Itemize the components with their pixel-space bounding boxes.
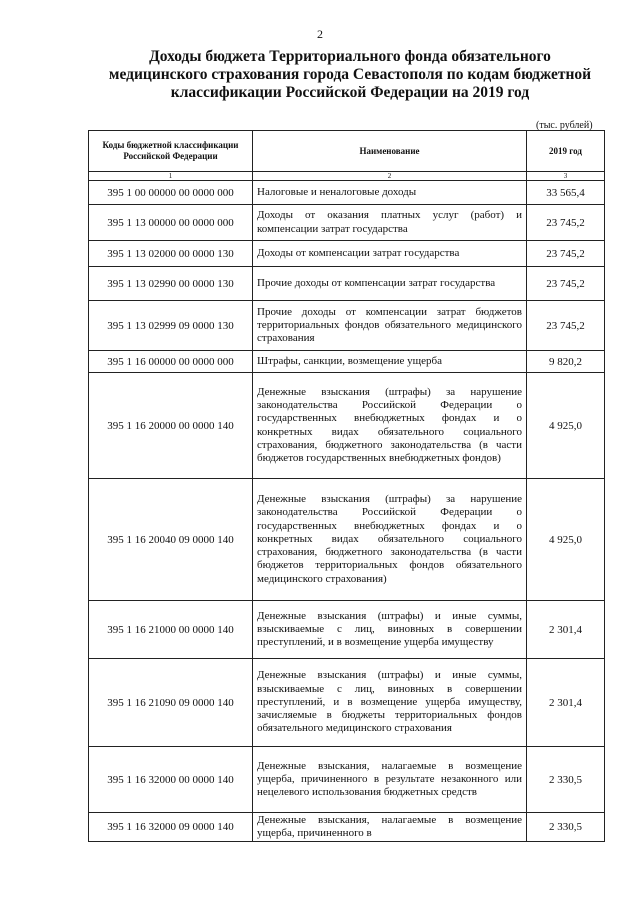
row-value: 23 745,2 bbox=[527, 301, 605, 351]
column-number: 3 bbox=[527, 172, 605, 181]
row-code: 395 1 13 02000 00 0000 130 bbox=[89, 241, 253, 267]
table-body bbox=[89, 181, 605, 842]
header-year: 2019 год bbox=[527, 131, 605, 172]
table-row bbox=[89, 747, 605, 813]
unit-label: (тыс. рублей) bbox=[536, 120, 593, 131]
row-name: Штрафы, санкции, возмещение ущерба bbox=[253, 351, 527, 373]
row-name: Денежные взыскания (штрафы) за нарушение законодательства Российской Федерации о государственных внебюджетных фондах и о конкретных видах обязательного социального страхования, бюджетного законодательства (в части бюджетов государственных внебюджетных фондов) bbox=[253, 373, 527, 479]
row-code: 395 1 16 20000 00 0000 140 bbox=[89, 373, 253, 479]
row-value: 33 565,4 bbox=[527, 181, 605, 205]
row-value: 23 745,2 bbox=[527, 205, 605, 241]
row-code: 395 1 16 00000 00 0000 000 bbox=[89, 351, 253, 373]
row-code: 395 1 13 02999 09 0000 130 bbox=[89, 301, 253, 351]
row-code: 395 1 16 20040 09 0000 140 bbox=[89, 479, 253, 601]
row-value: 4 925,0 bbox=[527, 479, 605, 601]
row-name: Налоговые и неналоговые доходы bbox=[253, 181, 527, 205]
document-title: Доходы бюджета Территориального фонда обязательного медицинского страхования города Севастополя по кодам бюджетной классификации Российской Федерации на 2019 год bbox=[108, 48, 592, 101]
table-row bbox=[89, 813, 605, 842]
table-row bbox=[89, 241, 605, 267]
table-row bbox=[89, 373, 605, 479]
table-row bbox=[89, 601, 605, 659]
row-value: 2 301,4 bbox=[527, 601, 605, 659]
row-name: Прочие доходы от компенсации затрат бюджетов территориальных фондов обязательного медицинского страхования bbox=[253, 301, 527, 351]
header-code: Коды бюджетной классификации Российской Федерации bbox=[89, 131, 253, 172]
row-value: 4 925,0 bbox=[527, 373, 605, 479]
row-code: 395 1 16 21090 09 0000 140 bbox=[89, 659, 253, 747]
row-name: Денежные взыскания, налагаемые в возмещение ущерба, причиненного в результате незаконного или нецелевого использования бюджетных средств bbox=[253, 747, 527, 813]
row-name: Денежные взыскания (штрафы) и иные суммы, взыскиваемые с лиц, виновных в совершении преступлений, и в возмещение ущерба имуществу, зачисляемые в бюджеты территориальных фондов обязательного медицинского страхования bbox=[253, 659, 527, 747]
row-value: 2 301,4 bbox=[527, 659, 605, 747]
budget-table bbox=[88, 130, 605, 842]
row-name: Денежные взыскания (штрафы) и иные суммы, взыскиваемые с лиц, виновных в совершении преступлений, и в возмещение ущерба имуществу bbox=[253, 601, 527, 659]
row-value: 9 820,2 bbox=[527, 351, 605, 373]
row-name: Доходы от компенсации затрат государства bbox=[253, 241, 527, 267]
row-code: 395 1 13 02990 00 0000 130 bbox=[89, 267, 253, 301]
table-header-row bbox=[89, 131, 605, 172]
table-row bbox=[89, 659, 605, 747]
column-number: 1 bbox=[89, 172, 253, 181]
table-row bbox=[89, 479, 605, 601]
header-name: Наименование bbox=[253, 131, 527, 172]
row-value: 2 330,5 bbox=[527, 813, 605, 842]
row-value: 2 330,5 bbox=[527, 747, 605, 813]
row-code: 395 1 16 32000 00 0000 140 bbox=[89, 747, 253, 813]
row-code: 395 1 16 32000 09 0000 140 bbox=[89, 813, 253, 842]
table-row bbox=[89, 301, 605, 351]
table-row bbox=[89, 205, 605, 241]
row-code: 395 1 00 00000 00 0000 000 bbox=[89, 181, 253, 205]
column-number: 2 bbox=[253, 172, 527, 181]
page-number: 2 bbox=[317, 27, 323, 41]
row-name: Прочие доходы от компенсации затрат государства bbox=[253, 267, 527, 301]
table-row bbox=[89, 181, 605, 205]
table-row bbox=[89, 351, 605, 373]
column-number-row bbox=[89, 172, 605, 181]
row-value: 23 745,2 bbox=[527, 267, 605, 301]
row-name: Денежные взыскания, налагаемые в возмещение ущерба, причиненного в bbox=[253, 813, 527, 842]
row-name: Денежные взыскания (штрафы) за нарушение законодательства Российской Федерации о государственных внебюджетных фондах и о конкретных видах обязательного социального страхования, бюджетного законодательства (в части бюджетов территориальных фондов обязательного медицинского страхования) bbox=[253, 479, 527, 601]
row-code: 395 1 16 21000 00 0000 140 bbox=[89, 601, 253, 659]
table-row bbox=[89, 267, 605, 301]
row-name: Доходы от оказания платных услуг (работ) и компенсации затрат государства bbox=[253, 205, 527, 241]
row-value: 23 745,2 bbox=[527, 241, 605, 267]
row-code: 395 1 13 00000 00 0000 000 bbox=[89, 205, 253, 241]
